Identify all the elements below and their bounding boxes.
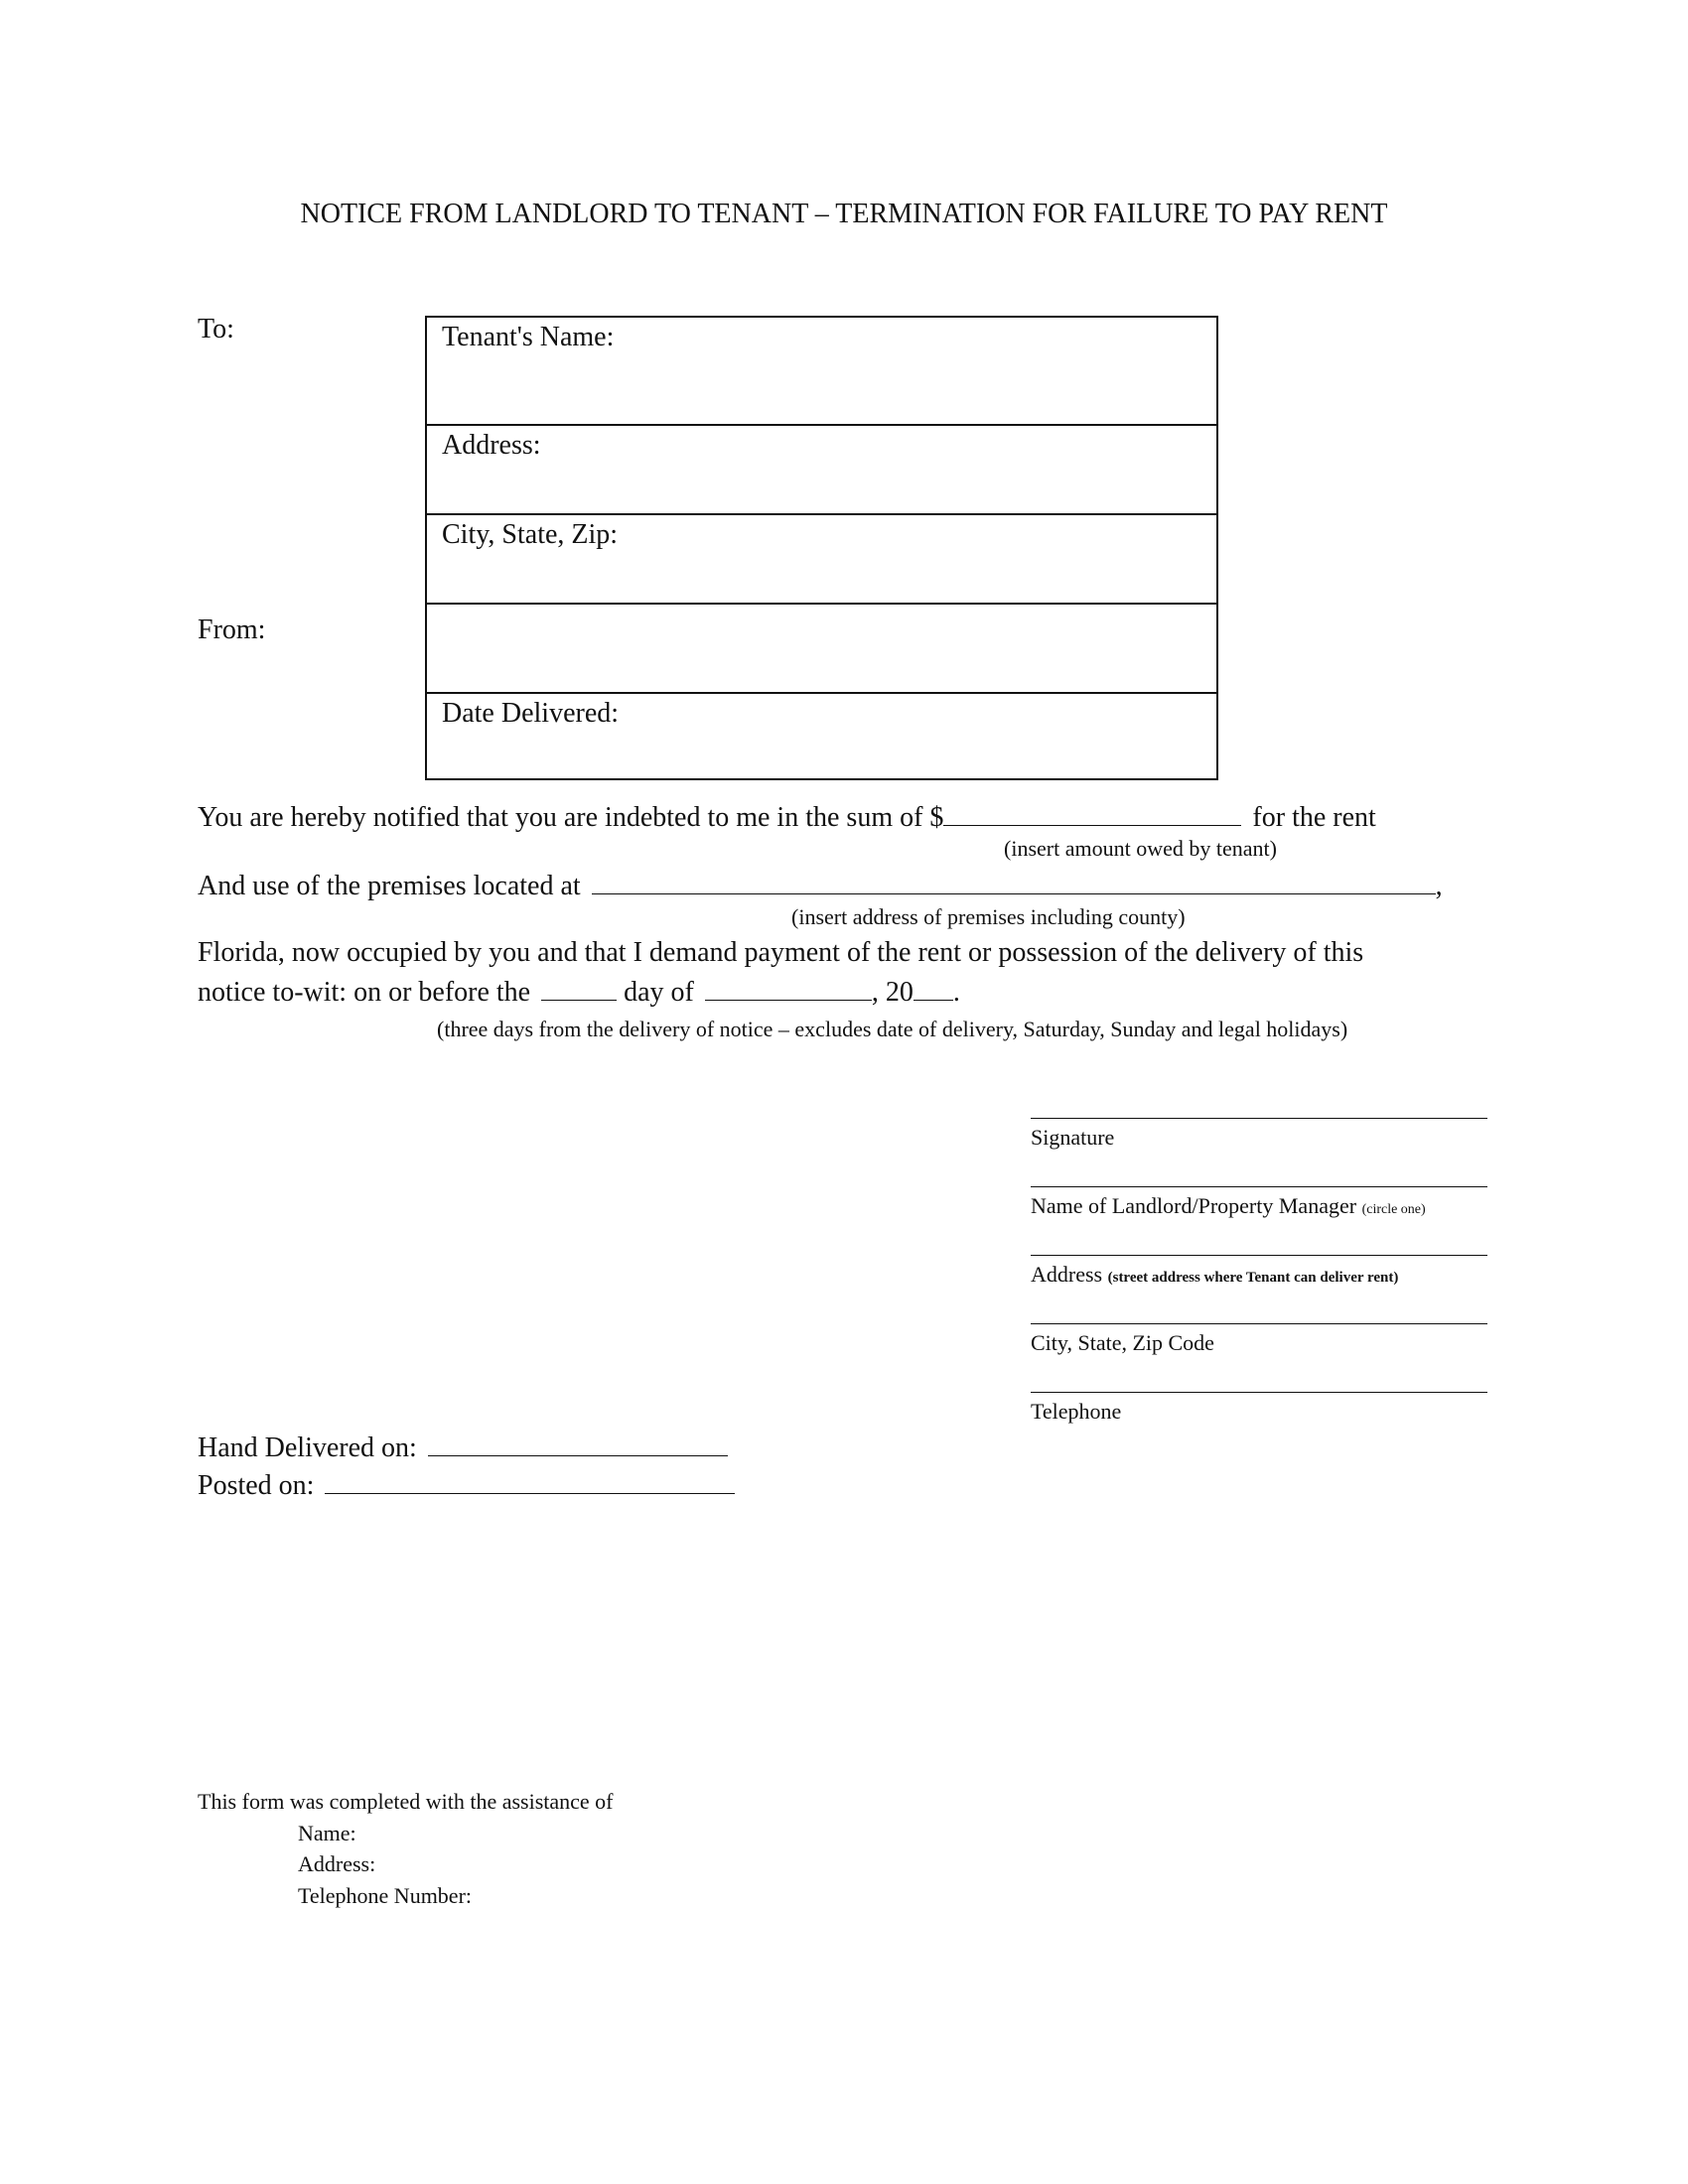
tenant-name-label: Tenant's Name: <box>442 322 615 352</box>
landlord-address-label-row <box>1031 1262 1398 1288</box>
landlord-city-label: City, State, Zip Code <box>1031 1330 1214 1355</box>
assistance-telephone: Telephone Number: <box>298 1883 473 1908</box>
landlord-name-label: Name of Landlord/Property Manager <box>1031 1193 1357 1218</box>
tenant-address-field[interactable] <box>427 426 1216 515</box>
month-blank[interactable] <box>705 974 872 1001</box>
hand-delivered-label: Hand Delivered on: <box>198 1433 417 1463</box>
landlord-telephone-label: Telephone <box>1031 1399 1122 1424</box>
tenant-address-label: Address: <box>442 430 541 461</box>
to-label: To: <box>198 314 234 344</box>
year-blank[interactable] <box>914 974 953 1001</box>
from-field[interactable] <box>427 605 1216 694</box>
hand-delivered-blank[interactable] <box>428 1430 728 1456</box>
landlord-address-line[interactable] <box>1031 1255 1487 1256</box>
landlord-telephone-line[interactable] <box>1031 1392 1487 1393</box>
amount-hint: (insert amount owed by tenant) <box>1004 836 1277 861</box>
assistance-name: Name: <box>298 1821 356 1845</box>
page-title: NOTICE FROM LANDLORD TO TENANT – TERMINATION FOR FAILURE TO PAY RENT <box>300 199 1388 229</box>
premises-hint: (insert address of premises including county) <box>791 904 1186 929</box>
landlord-address-hint: (street address where Tenant can deliver rent) <box>1107 1270 1399 1286</box>
landlord-city-line[interactable] <box>1031 1323 1487 1324</box>
body-line-4 <box>198 974 960 1009</box>
signature-label: Signature <box>1031 1125 1115 1150</box>
posted-row <box>198 1467 735 1502</box>
from-label: From: <box>198 614 266 645</box>
circle-one-hint: (circle one) <box>1361 1202 1426 1217</box>
line4-end: . <box>952 977 960 1008</box>
landlord-name-label-row <box>1031 1193 1426 1219</box>
line1-suffix: for the rent <box>1252 802 1376 833</box>
line4-day: day of <box>624 977 694 1008</box>
line1-prefix: You are hereby notified that you are indebted to me in the sum of $ <box>198 802 944 833</box>
line2-prefix: And use of the premises located at <box>198 871 581 901</box>
posted-blank[interactable] <box>325 1467 735 1494</box>
assistance-intro: This form was completed with the assistance of <box>198 1789 614 1814</box>
line4-year: , 20 <box>871 977 914 1008</box>
line4-prefix: notice to-wit: on or before the <box>198 977 531 1008</box>
amount-owed-blank[interactable] <box>943 799 1241 826</box>
date-delivered-label: Date Delivered: <box>442 698 620 729</box>
recipient-box <box>425 316 1218 780</box>
date-delivered-field[interactable] <box>427 694 1216 780</box>
date-hint: (three days from the delivery of notice – excludes date of delivery, Saturday, Sunday and legal holidays) <box>437 1017 1348 1041</box>
body-line-2 <box>198 868 1443 902</box>
tenant-city-field[interactable] <box>427 515 1216 605</box>
body-line-3: Florida, now occupied by you and that I demand payment of the rent or possession of the delivery of this <box>198 937 1364 968</box>
landlord-name-line[interactable] <box>1031 1186 1487 1187</box>
hand-delivered-row <box>198 1430 728 1464</box>
posted-label: Posted on: <box>198 1470 315 1501</box>
body-line-1 <box>198 799 1376 834</box>
tenant-city-label: City, State, Zip: <box>442 519 619 550</box>
signature-line[interactable] <box>1031 1118 1487 1119</box>
premises-address-blank[interactable] <box>592 868 1436 894</box>
landlord-address-label: Address <box>1031 1262 1103 1287</box>
tenant-name-field[interactable] <box>427 318 1216 426</box>
assistance-address: Address: <box>298 1851 376 1876</box>
line2-suffix: , <box>1435 871 1443 901</box>
day-blank[interactable] <box>541 974 617 1001</box>
